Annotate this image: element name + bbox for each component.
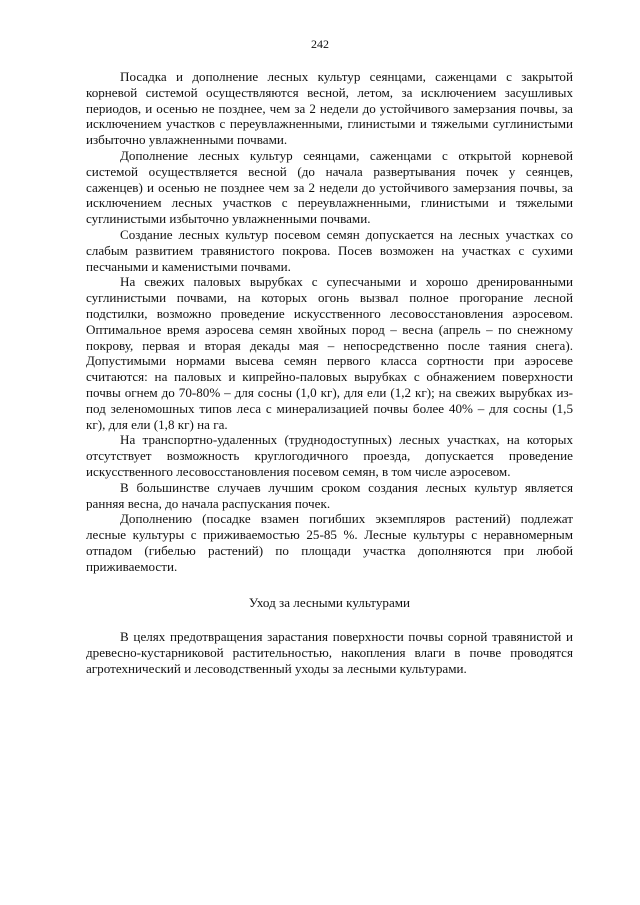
- paragraph-aerial-seeding: На свежих паловых вырубках с супесчаными и хорошо дренированными суглинистыми почвами, на которых огонь вызвал полное прогорание лесной подстилки, возможно проведение искусственного лесовосстановления аэросевом. Оптимальное время аэросева семян хвойных пород – весна (апрель – по снежному покрову, первая и вторая декады мая – непосредственно после таяния снега). Допустимыми нормами высева семян первого класса сортности при аэросеве считаются: на паловых и кипрейно-паловых вырубках с обнажением поверхности почвы огнем до 70-80% – для сосны (1,0 кг), для ели (1,2 кг); на свежих вырубках из-под зеленомошных типов леса с минерализацией почвы более 40% – для сосны (1,5 кг), для ели (1,8 кг) на га.: [86, 274, 573, 432]
- paragraph-remote-areas: На транспортно-удаленных (труднодоступных) лесных участках, на которых отсутствует возможность круглогодичного проезда, допускается проведение искусственного лесовосстановления посевом семян, в том числе аэросевом.: [86, 432, 573, 479]
- paragraph-supplement-open-roots: Дополнение лесных культур сеянцами, саженцами с открытой корневой системой осуществляется весной (до начала развертывания почек у сеянцев, саженцев) и осенью не позднее чем за 2 недели до устойчивого замерзания почвы, за исключением лесных участков с переувлажненными, глинистыми и тяжелыми суглинистыми избыточно увлажненными почвами.: [86, 147, 573, 227]
- paragraph-care-purpose: В целях предотвращения зарастания поверхности почвы сорной травянистой и древесно-кустарниковой растительностью, накопления влаги в почве проводятся агротехнический и лесоводственный уходы за лесными культурами.: [86, 629, 573, 676]
- document-body: [86, 69, 573, 677]
- paragraph-supplement-survival: Дополнению (посадке взамен погибших экземпляров растений) подлежат лесные культуры с приживаемостью 25-85 %. Лесные культуры с неравномерным отпадом (гибелью растений) по площади участка дополняются при любой приживаемости.: [86, 511, 573, 574]
- paragraph-best-season: В большинстве случаев лучшим сроком создания лесных культур является ранняя весна, до начала распускания почек.: [86, 479, 573, 511]
- page-number: 242: [311, 37, 329, 51]
- paragraph-planting-closed-roots: Посадка и дополнение лесных культур сеянцами, саженцами с закрытой корневой системой осуществляются весной, летом, за исключением засушливых периодов, и осенью не позднее, чем за 2 недели до устойчивого замерзания почвы, за исключением участков с переувлажненными, глинистыми и тяжелыми суглинистыми избыточно увлажненными почвами.: [86, 69, 573, 148]
- paragraph-seed-sowing: Создание лесных культур посевом семян допускается на лесных участках со слабым развитием травянистого покрова. Посев возможен на участках с сухими песчаными и каменистыми почвами.: [86, 226, 573, 274]
- section-heading: Уход за лесными культурами: [248, 594, 411, 610]
